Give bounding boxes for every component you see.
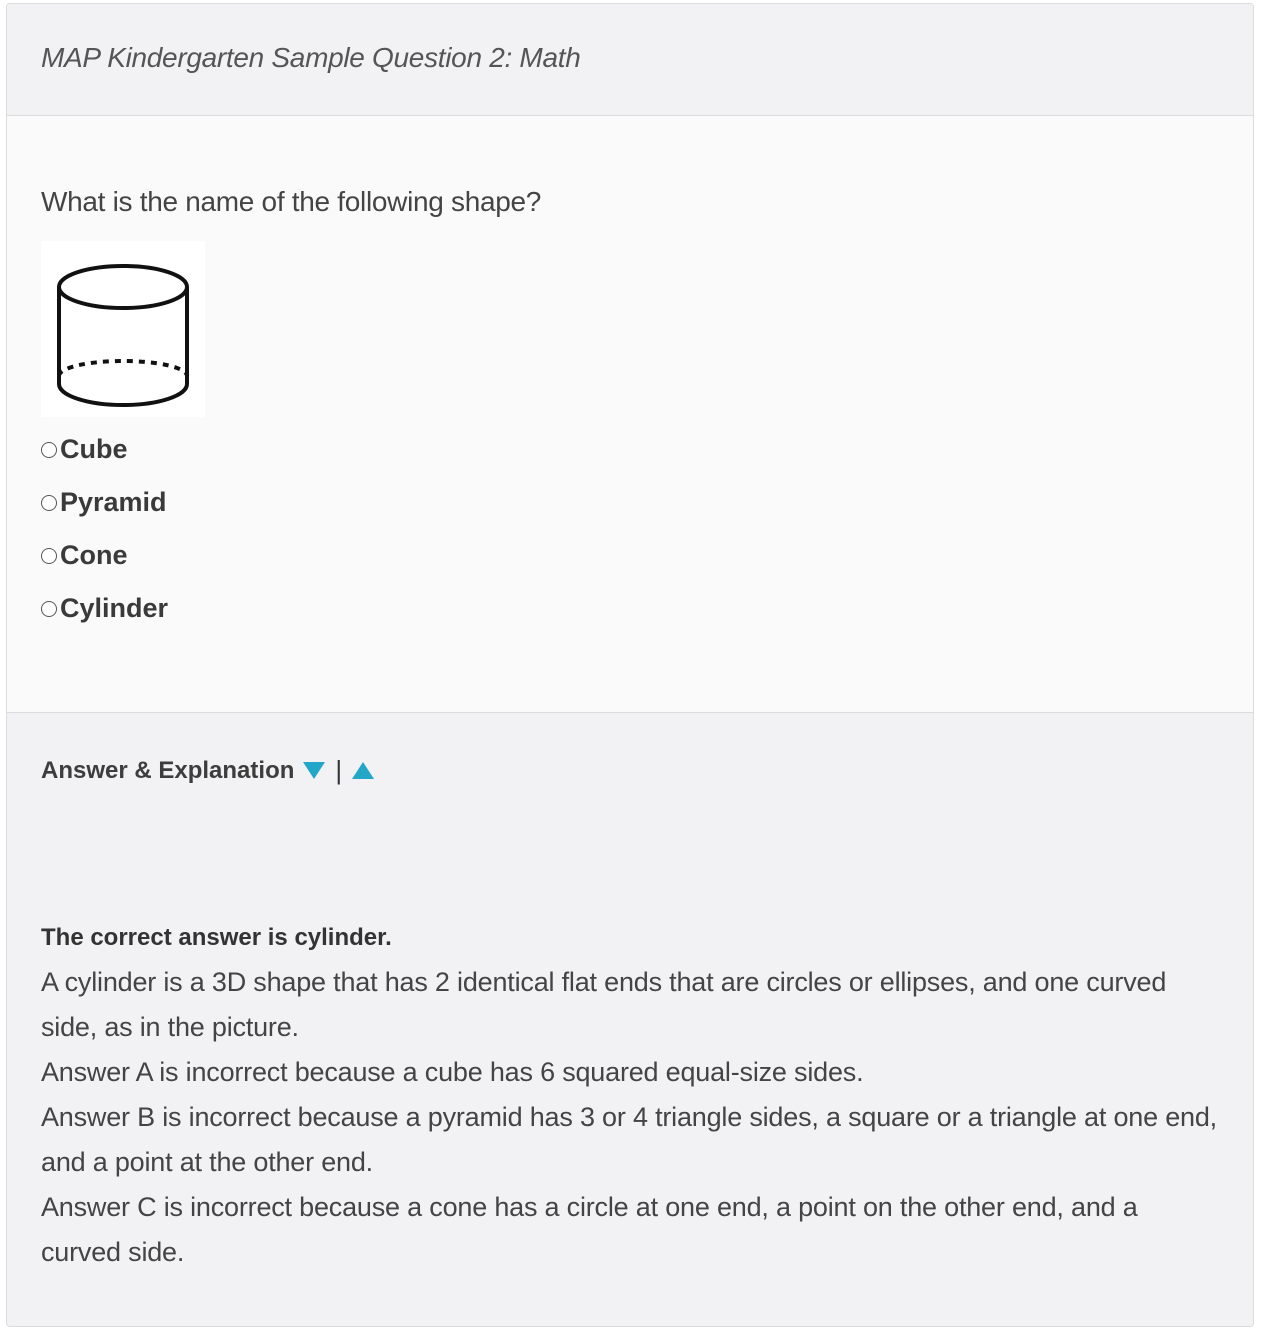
- collapse-triangle-icon[interactable]: [352, 762, 374, 779]
- question-card: [6, 3, 1254, 1327]
- radio-button[interactable]: [41, 601, 57, 617]
- cylinder-icon: [41, 241, 205, 417]
- option-label: Cone: [60, 540, 128, 570]
- option-cube[interactable]: [41, 423, 1219, 476]
- card-header: [7, 4, 1253, 116]
- answer-options: [41, 423, 1219, 635]
- radio-button[interactable]: [41, 495, 57, 511]
- option-pyramid[interactable]: [41, 476, 1219, 529]
- option-label: Cylinder: [60, 593, 169, 623]
- answer-toggle-label: Answer & Explanation: [41, 756, 295, 784]
- option-label: Pyramid: [60, 487, 167, 517]
- explanation-line: A cylinder is a 3D shape that has 2 identical flat ends that are circles or ellipses, and one curved side, as in the picture.: [41, 967, 1167, 1042]
- question-text: What is the name of the following shape?: [41, 186, 542, 217]
- explanation-line: Answer C is incorrect because a cone has a circle at one end, a point on the other end, and a curved side.: [41, 1192, 1138, 1267]
- radio-button[interactable]: [41, 442, 57, 458]
- correct-answer: The correct answer is cylinder.: [41, 924, 392, 951]
- question-body: [7, 116, 1253, 713]
- option-cylinder[interactable]: [41, 582, 1219, 635]
- option-label: Cube: [60, 434, 128, 464]
- radio-button[interactable]: [41, 548, 57, 564]
- explanation-line: Answer A is incorrect because a cube has 6 squared equal-size sides.: [41, 1057, 864, 1087]
- toggle-separator: |: [335, 755, 343, 785]
- option-cone[interactable]: [41, 529, 1219, 582]
- answer-section: [7, 713, 1253, 1275]
- expand-triangle-icon[interactable]: [303, 762, 325, 779]
- answer-toggle: [41, 755, 1219, 786]
- explanation: [41, 960, 1219, 1275]
- card-title: MAP Kindergarten Sample Question 2: Math: [41, 42, 581, 73]
- explanation-line: Answer B is incorrect because a pyramid has 3 or 4 triangle sides, a square or a triangle at one end, and a point at the other end.: [41, 1102, 1217, 1177]
